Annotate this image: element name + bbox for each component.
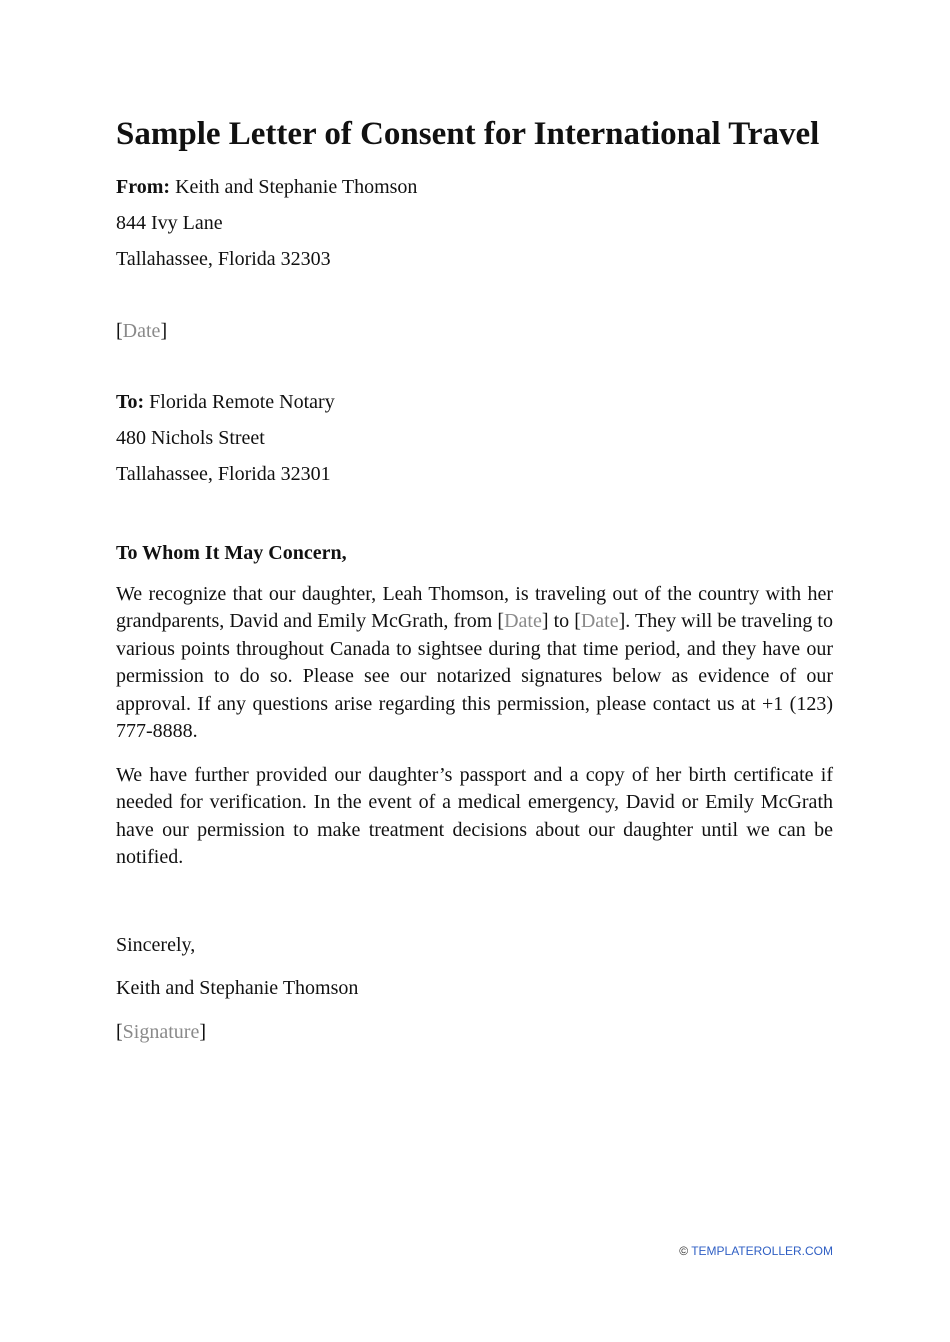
- footer-site-link[interactable]: TEMPLATEROLLER.COM: [691, 1244, 833, 1258]
- closing: Sincerely,: [116, 934, 196, 956]
- paragraph1-part3: . They will be traveling to various points throughout Canada to sightsee during that time period, and they have our permission to do so. Please see our notarized signatures below as evidence of our approval. If any questions arise regarding this permission, please contact us at +1 (123) 777-8888.: [116, 610, 833, 743]
- salutation: To Whom It May Concern,: [116, 542, 347, 564]
- date-placeholder: Date: [122, 320, 161, 342]
- paragraph1-part2: to: [548, 610, 575, 633]
- from-name: Keith and Stephanie Thomson: [175, 176, 418, 198]
- from-label: From:: [116, 176, 171, 198]
- paragraph1-part1: We recognize that our daughter, Leah Thomson, is traveling out of the country with her grandparents, David and Emily McGrath, from: [116, 583, 833, 633]
- date-from-placeholder: Date: [504, 610, 542, 633]
- footer-credit: [679, 1243, 833, 1259]
- from-address-line1: 844 Ivy Lane: [116, 212, 223, 234]
- copyright-symbol: ©: [679, 1244, 689, 1258]
- from-address-line2: Tallahassee, Florida 32303: [116, 248, 331, 270]
- signature-line: [Signature]: [116, 1021, 206, 1043]
- document-title: Sample Letter of Consent for International Travel: [116, 116, 820, 152]
- to-label: To:: [116, 391, 145, 413]
- body-paragraph-1: We recognize that our daughter, Leah Thomson, is traveling out of the country with her grandparents, David and Emily McGrath, from [Date] to [Date]. They will be traveling to various points throughout Canada to sightsee during that time period, and they have our permission to do so. Please see our notarized signatures below as evidence of our approval. If any questions arise regarding this permission, please contact us at +1 (123) 777-8888.: [116, 583, 833, 743]
- to-address-line2: Tallahassee, Florida 32301: [116, 463, 331, 485]
- to-name: Florida Remote Notary: [149, 391, 335, 413]
- signature-placeholder: Signature: [122, 1021, 200, 1043]
- to-address-line1: 480 Nichols Street: [116, 427, 265, 449]
- date-line: [Date]: [116, 320, 168, 342]
- to-line: [116, 389, 335, 415]
- body-paragraph-2: We have further provided our daughter’s passport and a copy of her birth certificate if needed for verification. In the event of a medical emergency, David or Emily McGrath have our permission to make treatment decisions about our daughter until we can be notified.: [116, 764, 833, 869]
- from-line: [116, 174, 417, 200]
- signer-name: Keith and Stephanie Thomson: [116, 977, 359, 999]
- date-to-placeholder: Date: [580, 610, 619, 633]
